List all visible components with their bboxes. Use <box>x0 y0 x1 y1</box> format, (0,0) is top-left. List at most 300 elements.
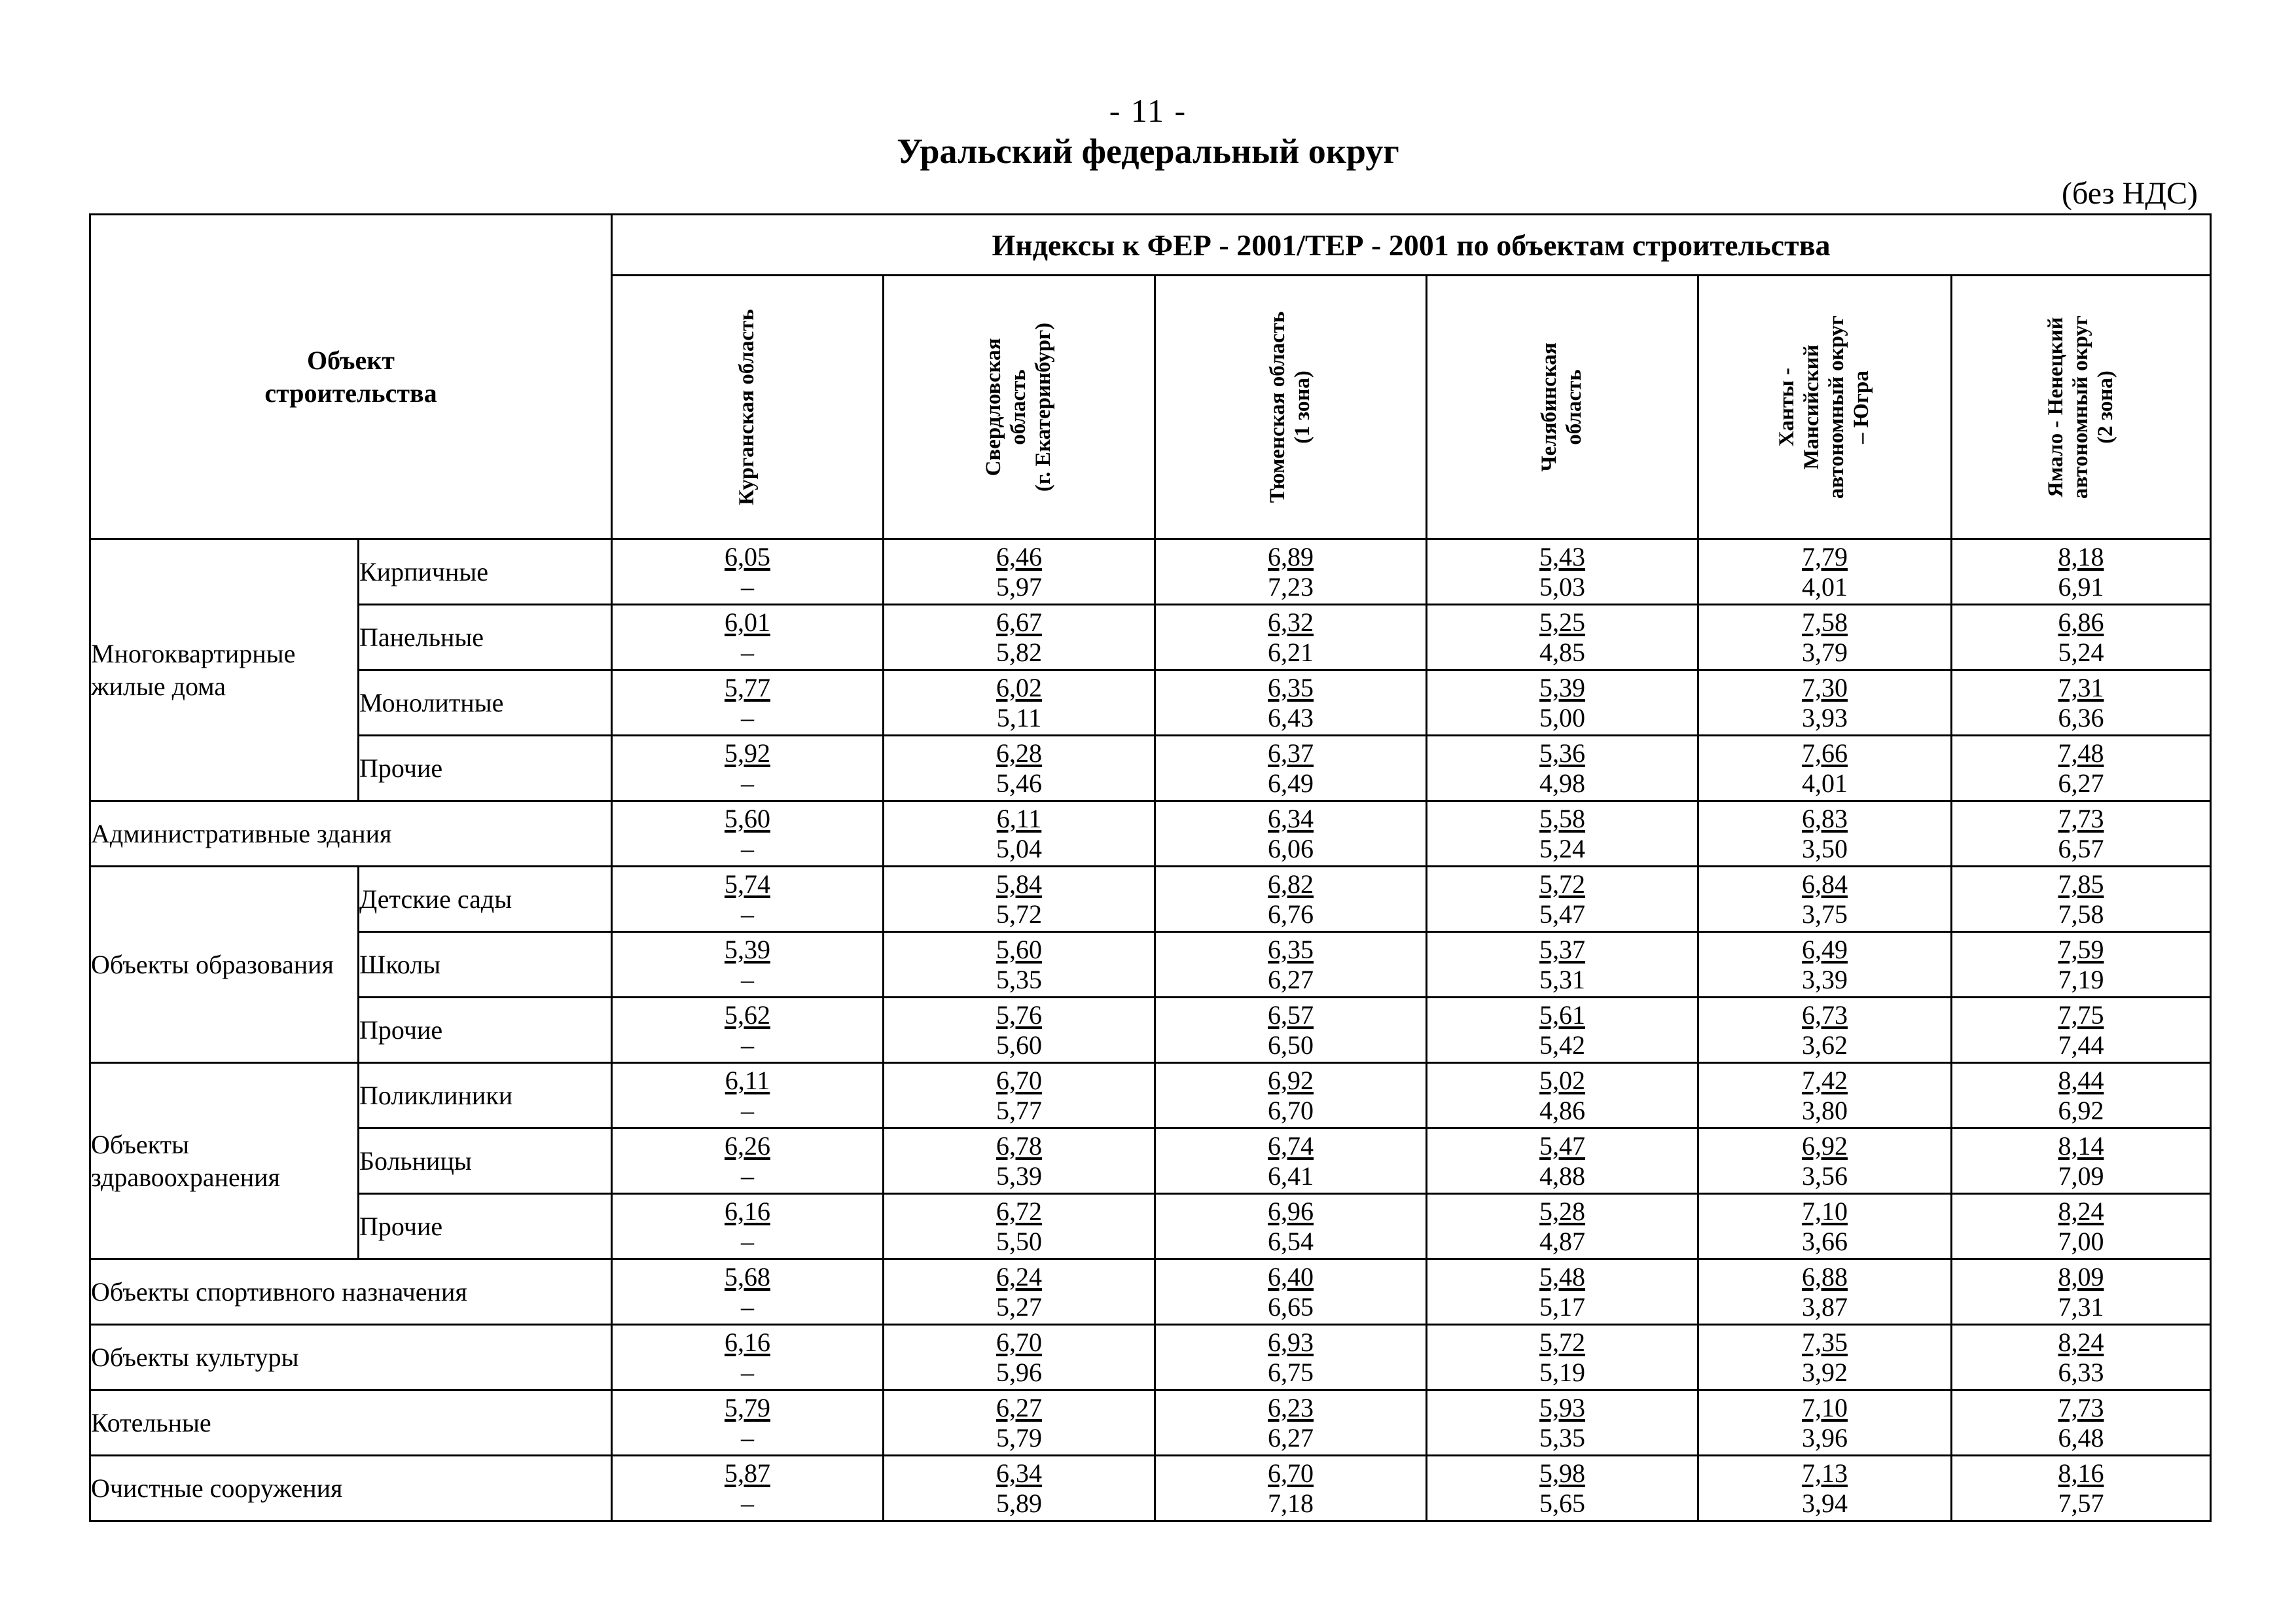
ter-index-value: – <box>741 1488 754 1518</box>
region-header-yanao <box>1952 276 2211 539</box>
ter-index-value: 5,47 <box>1539 899 1585 929</box>
fer-index-value <box>1156 542 1426 572</box>
fer-index-value <box>1427 1458 1697 1489</box>
index-cell <box>1155 932 1427 998</box>
fer-index-value <box>884 673 1154 703</box>
fer-index-text: 6,28 <box>996 738 1042 768</box>
fer-index-text: 6,57 <box>1268 1000 1314 1030</box>
ter-index-value: 7,58 <box>2058 899 2104 929</box>
fer-index-value <box>613 1000 882 1030</box>
fer-index-value <box>613 1327 882 1358</box>
ter-index-value: – <box>741 768 754 798</box>
fer-index-text: 6,72 <box>996 1196 1042 1226</box>
fer-index-text: 5,47 <box>1539 1130 1585 1161</box>
index-cell <box>1952 801 2211 867</box>
index-cell <box>1155 736 1427 801</box>
fer-index-text: 6,26 <box>725 1130 770 1161</box>
index-cell <box>1698 670 1952 736</box>
ter-index-value: 4,87 <box>1539 1226 1585 1256</box>
index-cell <box>1155 605 1427 670</box>
index-cell <box>1952 670 2211 736</box>
region-label: Ханты - Мансийский автономный округ – Югра <box>1775 315 1873 499</box>
fer-index-text: 7,85 <box>2058 869 2104 899</box>
fer-index-text: 6,16 <box>725 1327 770 1357</box>
page-title: Уральский федеральный округ <box>897 132 1399 171</box>
index-cell <box>1427 605 1698 670</box>
fer-index-value <box>1156 1066 1426 1096</box>
index-cell <box>884 605 1155 670</box>
ter-index-value: 5,79 <box>996 1422 1042 1453</box>
ter-index-value: 6,91 <box>2058 571 2104 602</box>
fer-index-text: 6,49 <box>1802 934 1848 964</box>
index-cell <box>612 998 884 1063</box>
index-cell <box>1155 1128 1427 1194</box>
index-cell <box>1952 1194 2211 1259</box>
object-group-label: Объекты культуры <box>90 1325 612 1390</box>
fer-index-text: 5,25 <box>1539 607 1585 637</box>
index-cell <box>1155 1456 1427 1521</box>
fer-index-value <box>884 935 1154 965</box>
ter-index-value: 7,18 <box>1268 1488 1314 1518</box>
fer-index-value <box>1699 1393 1950 1423</box>
table-body <box>90 539 2211 1521</box>
fer-index-value <box>1952 673 2210 703</box>
index-cell <box>884 801 1155 867</box>
index-cell <box>884 1390 1155 1456</box>
fer-index-text: 6,73 <box>1802 1000 1848 1030</box>
fer-index-text: 7,30 <box>1802 672 1848 702</box>
fer-index-text: 6,05 <box>725 541 770 571</box>
fer-index-text: 5,39 <box>1539 672 1585 702</box>
index-cell <box>884 1194 1155 1259</box>
fer-index-text: 8,16 <box>2058 1458 2104 1488</box>
ter-index-value: 3,94 <box>1802 1488 1848 1518</box>
fer-index-text: 7,79 <box>1802 541 1848 571</box>
fer-index-text: 6,88 <box>1802 1261 1848 1291</box>
fer-index-text: 8,24 <box>2058 1327 2104 1357</box>
ter-index-value: 3,93 <box>1802 702 1848 732</box>
index-cell <box>612 801 884 867</box>
region-header-sverdlovsk <box>884 276 1155 539</box>
ter-index-value: 5,35 <box>996 964 1042 994</box>
fer-index-text: 5,87 <box>725 1458 770 1488</box>
fer-index-text: 6,34 <box>996 1458 1042 1488</box>
fer-index-text: 7,73 <box>2058 1392 2104 1422</box>
ter-index-value: – <box>741 1422 754 1453</box>
fer-index-value <box>1427 673 1697 703</box>
ter-index-value: – <box>741 1161 754 1191</box>
page-number: - 11 - <box>1109 92 1187 129</box>
table-row <box>90 801 2211 867</box>
table-row <box>90 998 2211 1063</box>
index-header: Индексы к ФЕР - 2001/ТЕР - 2001 по объектам строительства <box>612 215 2211 276</box>
ter-index-value: 6,57 <box>2058 833 2104 863</box>
fer-index-value <box>1699 738 1950 768</box>
fer-index-text: 6,92 <box>1802 1130 1848 1161</box>
object-type-label: Панельные <box>359 605 612 670</box>
fer-index-value <box>1952 542 2210 572</box>
index-cell <box>1427 932 1698 998</box>
fer-index-value <box>1699 1066 1950 1096</box>
fer-index-value <box>1699 542 1950 572</box>
index-cell <box>884 1128 1155 1194</box>
ter-index-value: 4,85 <box>1539 637 1585 667</box>
index-cell <box>612 736 884 801</box>
ter-index-value: 7,57 <box>2058 1488 2104 1518</box>
index-cell <box>612 932 884 998</box>
ter-index-value: 6,27 <box>2058 768 2104 798</box>
fer-index-text: 6,93 <box>1268 1327 1314 1357</box>
fer-index-text: 5,98 <box>1539 1458 1585 1488</box>
fer-index-value <box>1427 1197 1697 1227</box>
fer-index-value <box>613 1458 882 1489</box>
fer-index-value <box>1427 1393 1697 1423</box>
index-cell <box>884 867 1155 932</box>
fer-index-text: 8,14 <box>2058 1130 2104 1161</box>
fer-index-text: 5,48 <box>1539 1261 1585 1291</box>
fer-index-text: 5,74 <box>725 869 770 899</box>
fer-index-value <box>613 1066 882 1096</box>
fer-index-text: 6,46 <box>996 541 1042 571</box>
index-cell <box>1952 1390 2211 1456</box>
object-group-label: Объекты спортивного назначения <box>90 1259 612 1325</box>
ter-index-value: 5,04 <box>996 833 1042 863</box>
fer-index-text: 6,32 <box>1268 607 1314 637</box>
ter-index-value: 6,70 <box>1268 1095 1314 1125</box>
fer-index-value <box>613 542 882 572</box>
object-type-label: Больницы <box>359 1128 612 1194</box>
ter-index-value: – <box>741 702 754 732</box>
fer-index-value <box>1699 1131 1950 1161</box>
region-label: Ямало - Ненецкий автономный округ (2 зона) <box>2043 315 2117 499</box>
fer-index-value <box>1699 1458 1950 1489</box>
fer-index-value <box>613 673 882 703</box>
region-header-kurgan <box>612 276 884 539</box>
fer-index-text: 6,84 <box>1802 869 1848 899</box>
fer-index-text: 6,24 <box>996 1261 1042 1291</box>
ter-index-value: 5,24 <box>1539 833 1585 863</box>
object-type-label: Монолитные <box>359 670 612 736</box>
ter-index-value: 5,31 <box>1539 964 1585 994</box>
object-type-label: Поликлиники <box>359 1063 612 1128</box>
fer-index-text: 7,48 <box>2058 738 2104 768</box>
ter-index-value: – <box>741 571 754 602</box>
ter-index-value: 4,01 <box>1802 768 1848 798</box>
fer-index-text: 6,34 <box>1268 803 1314 833</box>
table-row <box>90 736 2211 801</box>
fer-index-value <box>1427 1000 1697 1030</box>
ter-index-value: 6,43 <box>1268 702 1314 732</box>
fer-index-value <box>1952 1000 2210 1030</box>
object-group-label: Многоквартирные жилые дома <box>90 539 359 801</box>
table-row <box>90 1128 2211 1194</box>
fer-index-value <box>1699 1262 1950 1292</box>
table-row <box>90 1456 2211 1521</box>
index-cell <box>1155 1259 1427 1325</box>
fer-index-text: 6,11 <box>725 1065 770 1095</box>
ter-index-value: 6,27 <box>1268 1422 1314 1453</box>
ter-index-value: – <box>741 833 754 863</box>
index-cell <box>1952 736 2211 801</box>
fer-index-text: 6,16 <box>725 1196 770 1226</box>
table-row <box>90 1063 2211 1128</box>
index-cell <box>1155 998 1427 1063</box>
index-cell <box>1698 801 1952 867</box>
ter-index-value: 5,46 <box>996 768 1042 798</box>
fer-index-value <box>1427 542 1697 572</box>
ter-index-value: 5,60 <box>996 1030 1042 1060</box>
fer-index-value <box>613 1131 882 1161</box>
ter-index-value: – <box>741 1226 754 1256</box>
fer-index-value <box>884 607 1154 638</box>
fer-index-text: 6,23 <box>1268 1392 1314 1422</box>
table-row <box>90 1390 2211 1456</box>
ter-index-value: 3,87 <box>1802 1291 1848 1322</box>
fer-index-value <box>1156 935 1426 965</box>
ter-index-value: 6,92 <box>2058 1095 2104 1125</box>
index-cell <box>1427 1259 1698 1325</box>
index-cell <box>612 867 884 932</box>
fer-index-text: 6,70 <box>996 1065 1042 1095</box>
fer-index-value <box>1952 1327 2210 1358</box>
index-cell <box>1698 1456 1952 1521</box>
fer-index-value <box>884 542 1154 572</box>
fer-index-value <box>613 1262 882 1292</box>
ter-index-value: 7,19 <box>2058 964 2104 994</box>
fer-index-value <box>1699 607 1950 638</box>
vat-note: (без НДС) <box>2061 176 2198 211</box>
fer-index-text: 5,62 <box>725 1000 770 1030</box>
fer-index-text: 5,79 <box>725 1392 770 1422</box>
fer-index-value <box>1156 1000 1426 1030</box>
ter-index-value: 5,39 <box>996 1161 1042 1191</box>
fer-index-text: 5,61 <box>1539 1000 1585 1030</box>
fer-index-text: 5,92 <box>725 738 770 768</box>
index-cell <box>612 1390 884 1456</box>
ter-index-value: 5,19 <box>1539 1357 1585 1387</box>
fer-index-value <box>1156 804 1426 834</box>
object-type-label: Детские сады <box>359 867 612 932</box>
index-cell <box>612 1194 884 1259</box>
index-cell <box>884 736 1155 801</box>
fer-index-text: 6,37 <box>1268 738 1314 768</box>
ter-index-value: 3,66 <box>1802 1226 1848 1256</box>
ter-index-value: 6,36 <box>2058 702 2104 732</box>
index-cell <box>884 1063 1155 1128</box>
ter-index-value: 7,23 <box>1268 571 1314 602</box>
index-cell <box>1698 1259 1952 1325</box>
table-row <box>90 1259 2211 1325</box>
index-cell <box>1427 1456 1698 1521</box>
ter-index-value: – <box>741 637 754 667</box>
index-cell <box>1155 539 1427 605</box>
fer-index-value <box>1156 1197 1426 1227</box>
ter-index-value: 4,01 <box>1802 571 1848 602</box>
fer-index-value <box>1427 1262 1697 1292</box>
fer-index-text: 5,43 <box>1539 541 1585 571</box>
fer-index-value <box>1699 869 1950 899</box>
index-cell <box>1698 736 1952 801</box>
table-row <box>90 867 2211 932</box>
ter-index-value: 7,09 <box>2058 1161 2104 1191</box>
index-cell <box>1952 1128 2211 1194</box>
object-type-label: Школы <box>359 932 612 998</box>
fer-index-text: 6,78 <box>996 1130 1042 1161</box>
ter-index-value: 7,44 <box>2058 1030 2104 1060</box>
index-cell <box>884 1456 1155 1521</box>
index-cell <box>1952 539 2211 605</box>
fer-index-value <box>1699 1197 1950 1227</box>
fer-index-value <box>1427 804 1697 834</box>
ter-index-value: 4,88 <box>1539 1161 1585 1191</box>
fer-index-value <box>1156 1458 1426 1489</box>
fer-index-value <box>884 804 1154 834</box>
object-group-label: Котельные <box>90 1390 612 1456</box>
ter-index-value: 5,03 <box>1539 571 1585 602</box>
ter-index-value: 3,75 <box>1802 899 1848 929</box>
ter-index-value: 6,27 <box>1268 964 1314 994</box>
fer-index-value <box>1699 1327 1950 1358</box>
ter-index-value: 6,75 <box>1268 1357 1314 1387</box>
index-cell <box>1155 1194 1427 1259</box>
fer-index-value <box>1699 673 1950 703</box>
fer-index-text: 5,72 <box>1539 869 1585 899</box>
fer-index-text: 7,75 <box>2058 1000 2104 1030</box>
fer-index-value <box>1952 1458 2210 1489</box>
ter-index-value: – <box>741 1095 754 1125</box>
ter-index-value: 7,31 <box>2058 1291 2104 1322</box>
index-cell <box>1427 1063 1698 1128</box>
object-group-label: Очистные сооружения <box>90 1456 612 1521</box>
ter-index-value: 6,65 <box>1268 1291 1314 1322</box>
index-cell <box>612 539 884 605</box>
region-header-chelyabinsk <box>1427 276 1698 539</box>
fer-index-value <box>884 1066 1154 1096</box>
fer-index-value <box>613 738 882 768</box>
fer-index-value <box>884 1262 1154 1292</box>
fer-index-value <box>1427 607 1697 638</box>
fer-index-value <box>1952 1131 2210 1161</box>
index-cell <box>1427 670 1698 736</box>
ter-index-value: 5,50 <box>996 1226 1042 1256</box>
ter-index-value: 3,39 <box>1802 964 1848 994</box>
fer-index-text: 7,13 <box>1802 1458 1848 1488</box>
fer-index-text: 6,67 <box>996 607 1042 637</box>
index-cell <box>612 670 884 736</box>
region-label: Челябинская область <box>1537 342 1586 472</box>
index-cell <box>1427 539 1698 605</box>
ter-index-value: 3,80 <box>1802 1095 1848 1125</box>
index-cell <box>884 670 1155 736</box>
fer-index-text: 6,35 <box>1268 672 1314 702</box>
fer-index-text: 7,42 <box>1802 1065 1848 1095</box>
fer-index-value <box>1952 1393 2210 1423</box>
ter-index-value: 5,65 <box>1539 1488 1585 1518</box>
index-cell <box>1155 1390 1427 1456</box>
fer-index-text: 5,77 <box>725 672 770 702</box>
fer-index-text: 5,93 <box>1539 1392 1585 1422</box>
fer-index-value <box>1952 1197 2210 1227</box>
fer-index-text: 6,70 <box>1268 1458 1314 1488</box>
fer-index-text: 6,86 <box>2058 607 2104 637</box>
ter-index-value: – <box>741 964 754 994</box>
index-cell <box>884 1325 1155 1390</box>
fer-index-text: 5,72 <box>1539 1327 1585 1357</box>
index-cell <box>884 1259 1155 1325</box>
fer-index-value <box>1427 935 1697 965</box>
fer-index-text: 7,10 <box>1802 1392 1848 1422</box>
table-row <box>90 539 2211 605</box>
object-group-label: Объекты здравоохранения <box>90 1063 359 1259</box>
index-table <box>89 213 2212 1522</box>
fer-index-text: 7,31 <box>2058 672 2104 702</box>
ter-index-value: – <box>741 1030 754 1060</box>
ter-index-value: 5,27 <box>996 1291 1042 1322</box>
index-cell <box>1698 932 1952 998</box>
ter-index-value: 3,92 <box>1802 1357 1848 1387</box>
fer-index-text: 6,40 <box>1268 1261 1314 1291</box>
fer-index-text: 8,24 <box>2058 1196 2104 1226</box>
fer-index-value <box>613 1393 882 1423</box>
fer-index-text: 5,84 <box>996 869 1042 899</box>
table-row <box>90 605 2211 670</box>
ter-index-value: 5,11 <box>996 702 1042 732</box>
index-cell <box>1698 867 1952 932</box>
fer-index-value <box>1156 1262 1426 1292</box>
fer-index-value <box>1952 1066 2210 1096</box>
object-column-header <box>90 215 612 539</box>
fer-index-text: 6,92 <box>1268 1065 1314 1095</box>
index-cell <box>1427 1325 1698 1390</box>
fer-index-text: 5,68 <box>725 1261 770 1291</box>
index-cell <box>1427 736 1698 801</box>
fer-index-value <box>613 804 882 834</box>
fer-index-text: 5,02 <box>1539 1065 1585 1095</box>
fer-index-text: 7,59 <box>2058 934 2104 964</box>
index-cell <box>1155 867 1427 932</box>
ter-index-value: 5,35 <box>1539 1422 1585 1453</box>
index-cell <box>884 998 1155 1063</box>
index-cell <box>1155 670 1427 736</box>
fer-index-value <box>1699 935 1950 965</box>
fer-index-value <box>1952 804 2210 834</box>
table-row <box>90 1325 2211 1390</box>
fer-index-value <box>1156 673 1426 703</box>
fer-index-text: 7,73 <box>2058 803 2104 833</box>
fer-index-text: 7,66 <box>1802 738 1848 768</box>
index-cell <box>1952 1259 2211 1325</box>
index-cell <box>612 605 884 670</box>
fer-index-value <box>613 869 882 899</box>
object-group-label: Административные здания <box>90 801 612 867</box>
fer-index-value <box>1952 869 2210 899</box>
object-type-label: Кирпичные <box>359 539 612 605</box>
fer-index-value <box>884 1197 1154 1227</box>
index-cell <box>1698 1325 1952 1390</box>
ter-index-value: 5,24 <box>2058 637 2104 667</box>
header-row <box>90 215 2211 276</box>
fer-index-value <box>884 1327 1154 1358</box>
object-type-label: Прочие <box>359 1194 612 1259</box>
fer-index-text: 6,83 <box>1802 803 1848 833</box>
ter-index-value: 6,06 <box>1268 833 1314 863</box>
ter-index-value: 6,49 <box>1268 768 1314 798</box>
region-label: Курганская область <box>735 309 759 505</box>
fer-index-value <box>1156 607 1426 638</box>
ter-index-value: 6,21 <box>1268 637 1314 667</box>
fer-index-value <box>1427 1131 1697 1161</box>
fer-index-value <box>1156 738 1426 768</box>
